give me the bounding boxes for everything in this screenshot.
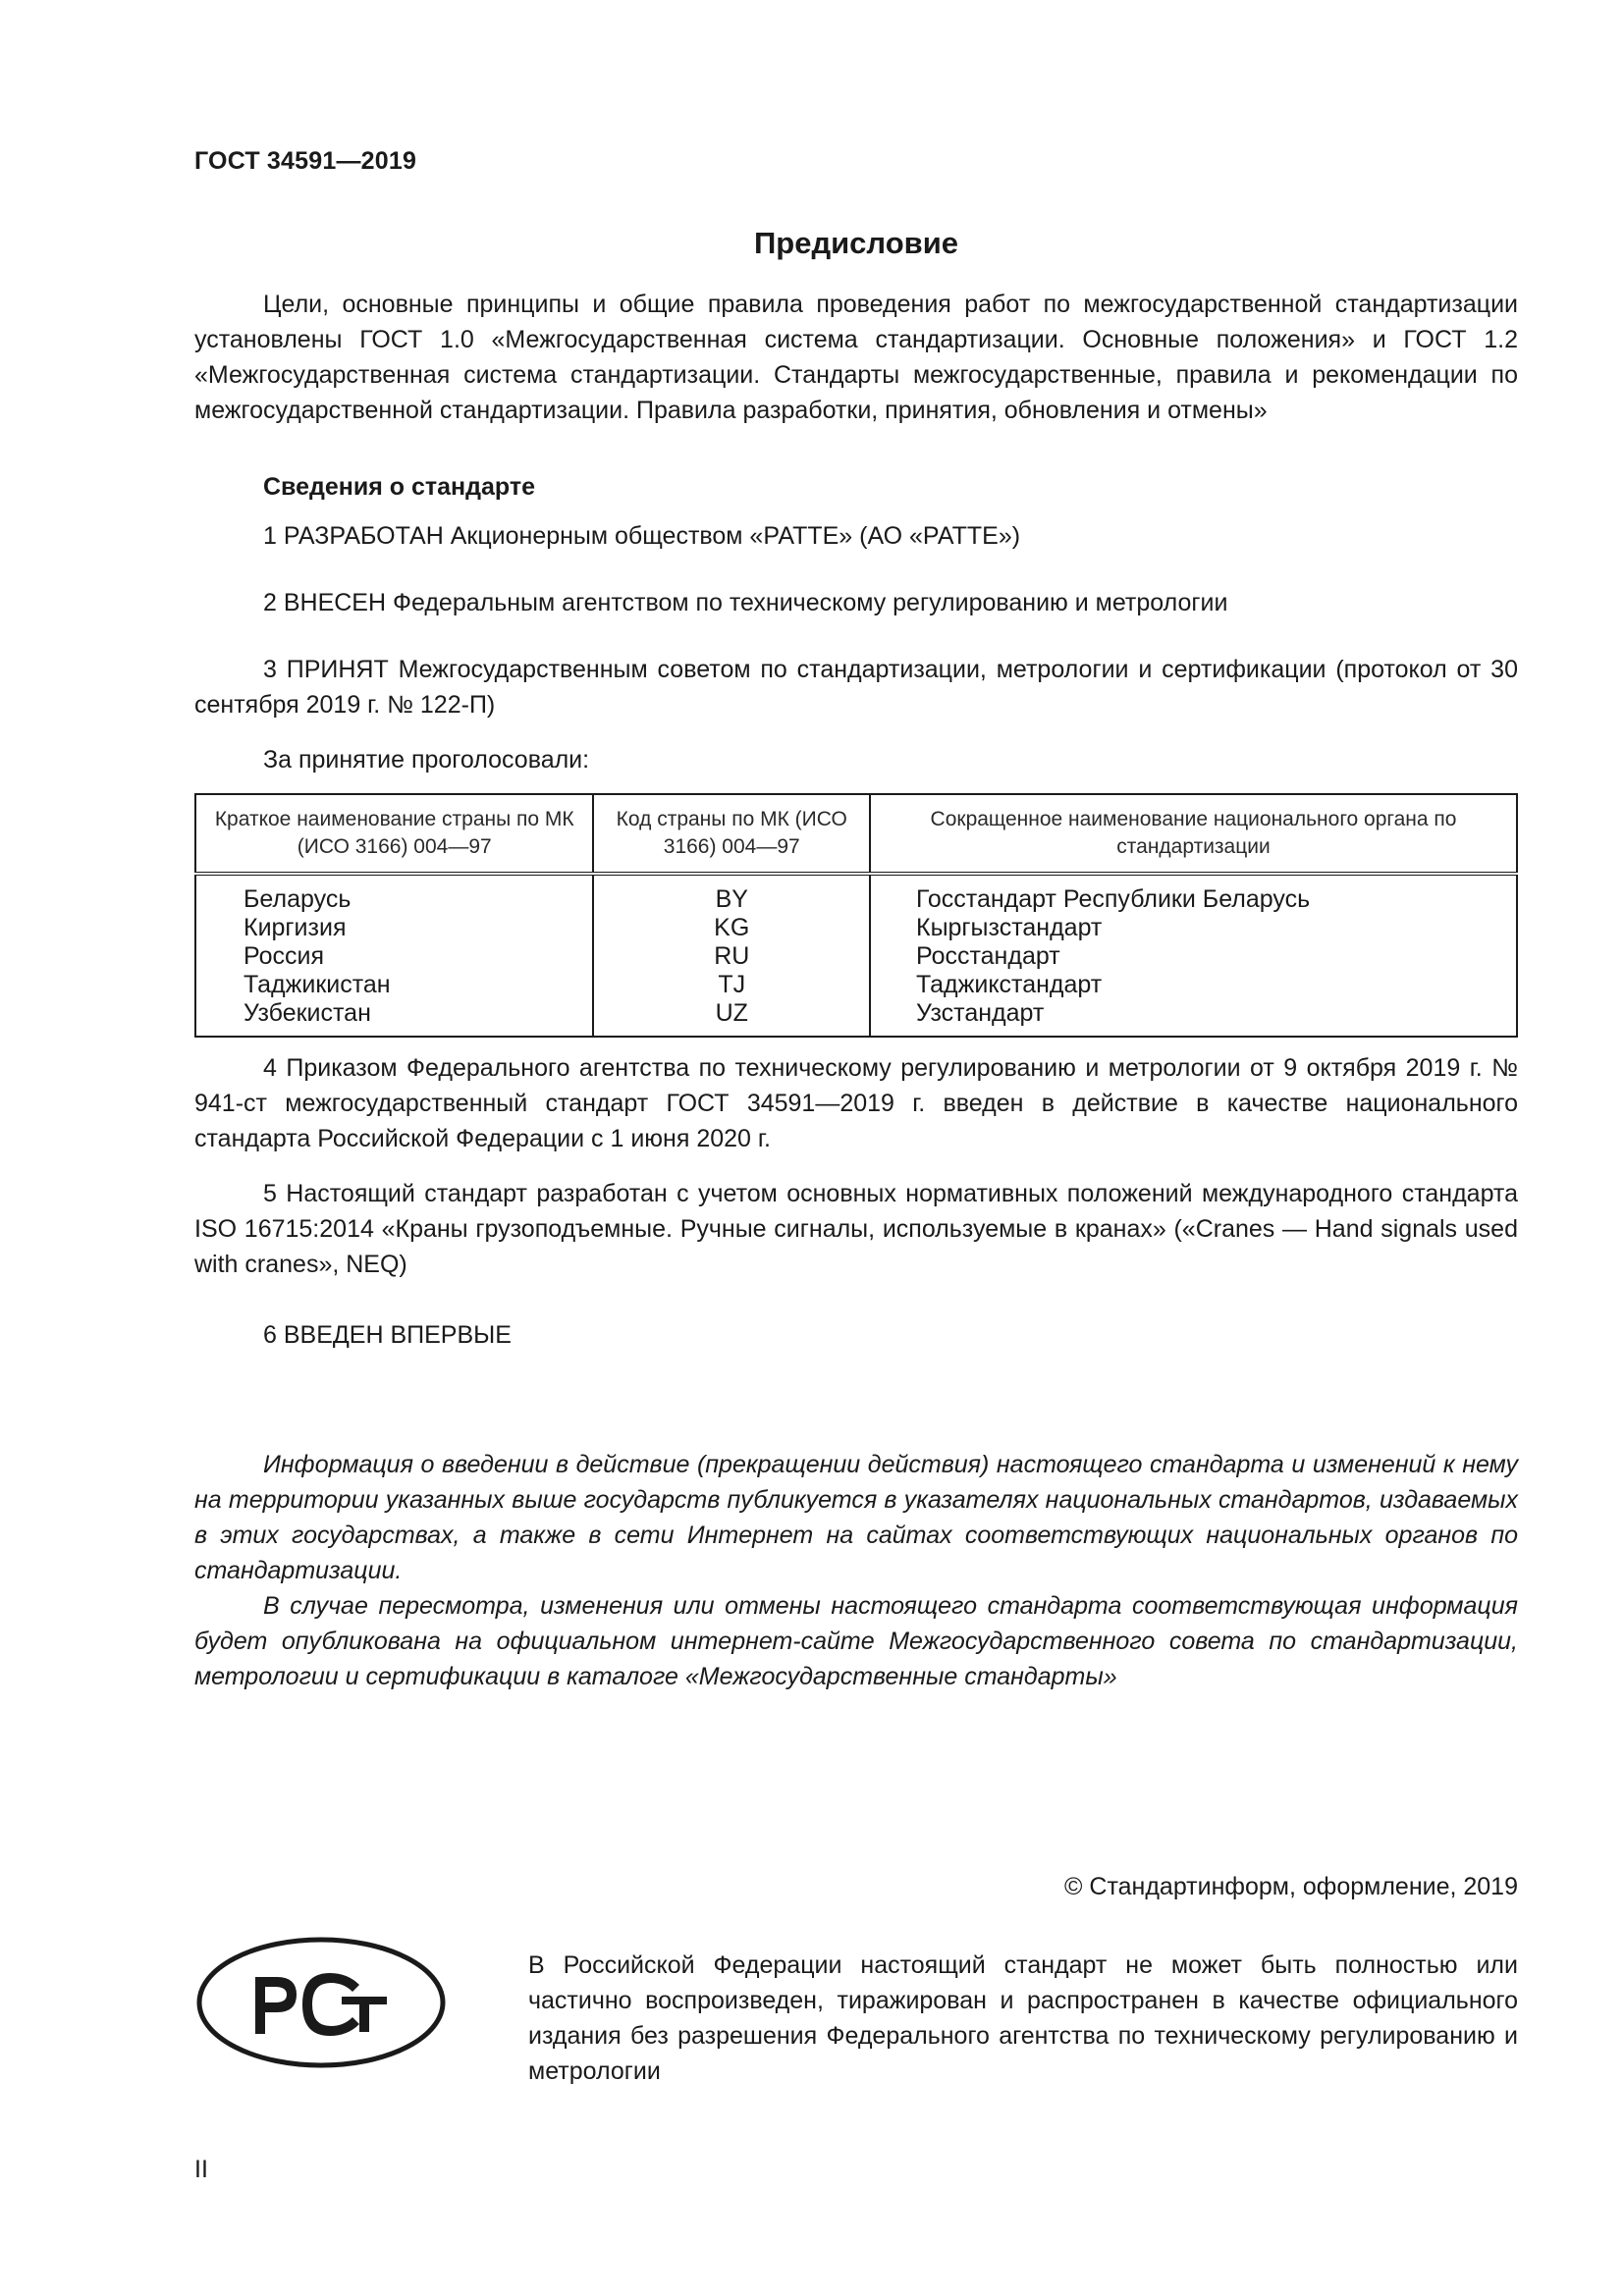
country-name: Беларусь bbox=[244, 885, 352, 913]
country-code: UZ bbox=[593, 999, 870, 1037]
item-6: 6 ВВЕДЕН ВПЕРВЫЕ bbox=[263, 1321, 512, 1349]
table-row bbox=[195, 942, 1517, 971]
item-1: 1 РАЗРАБОТАН Акционерным обществом «РАТТЕ» (АО «РАТТЕ») bbox=[263, 522, 1021, 550]
item-4: 4 Приказом Федерального агентства по техническому регулированию и метрологии от 9 октября 2019 г. № 941-ст межгосударственный стандарт ГОСТ 34591—2019 г. введен в действие в качестве национального стандарта Российской Федерации с 1 июня 2020 г. bbox=[194, 1054, 1518, 1152]
table-header-code: Код страны по МК (ИСО 3166) 004—97 bbox=[593, 794, 870, 874]
intro-paragraph: Цели, основные принципы и общие правила проведения работ по межгосударственной стандартизации установлены ГОСТ 1.0 «Межгосударственная система стандартизации. Основные положения» и ГОСТ 1.2 «Межгосударственная система стандартизации. Стандарты межгосударственные, правила и рекомендации по межгосударственной стандартизации. Правила разработки, принятия, обновления и отмены» bbox=[194, 291, 1518, 424]
document-id: ГОСТ 34591—2019 bbox=[194, 147, 417, 175]
info-paragraph-1: Информация о введении в действие (прекращении действия) настоящего стандарта и изменений к нему на территории указанных выше государств публикуется в указателях национальных стандартов, издаваемых в этих государствах, а также в сети Интернет на сайтах соответствующих национальных органов по стандартизации. bbox=[194, 1451, 1518, 1584]
table-row bbox=[195, 914, 1517, 942]
country-name: Узбекистан bbox=[244, 999, 371, 1027]
table-row bbox=[195, 874, 1517, 914]
item-5: 5 Настоящий стандарт разработан с учетом основных нормативных положений международного стандарта ISO 16715:2014 «Краны грузоподъемные. Ручные сигналы, используемые в кранах» («Cranes — Hand signals used with cranes», NEQ) bbox=[194, 1180, 1518, 1278]
table-row bbox=[195, 971, 1517, 999]
table-row bbox=[195, 999, 1517, 1037]
section-heading: Сведения о стандарте bbox=[263, 473, 536, 501]
voting-table bbox=[194, 793, 1518, 1038]
country-code: KG bbox=[593, 914, 870, 942]
standards-organ: Кыргызстандарт bbox=[870, 914, 1517, 942]
info-paragraph-2: В случае пересмотра, изменения или отмены настоящего стандарта соответствующая информация будет опубликована на официальном интернет-сайте Межгосударственного совета по стандартизации, метрологии и сертификации в каталоге «Межгосударственные стандарты» bbox=[194, 1592, 1518, 1690]
copyright-notice: В Российской Федерации настоящий стандарт не может быть полностью или частично воспроизведен, тиражирован и распространен в качестве официального издания без разрешения Федерального агентства по техническому регулированию и метрологии bbox=[528, 1951, 1518, 2085]
vote-intro: За принятие проголосовали: bbox=[263, 746, 590, 774]
country-name: Россия bbox=[244, 942, 324, 970]
rst-mark-icon bbox=[194, 1934, 448, 2076]
page-number: II bbox=[194, 2156, 208, 2183]
page-title: Предисловие bbox=[753, 226, 958, 260]
standards-organ: Узстандарт bbox=[870, 999, 1517, 1037]
item-3: 3 ПРИНЯТ Межгосударственным советом по стандартизации, метрологии и сертификации (протокол от 30 сентября 2019 г. № 122-П) bbox=[194, 656, 1518, 719]
standards-organ: Росстандарт bbox=[870, 942, 1517, 971]
country-code: TJ bbox=[593, 971, 870, 999]
table-header-row bbox=[195, 794, 1517, 874]
country-code: BY bbox=[593, 874, 870, 914]
standards-organ: Госстандарт Республики Беларусь bbox=[870, 874, 1517, 914]
country-name: Таджикистан bbox=[244, 971, 391, 998]
country-name: Киргизия bbox=[244, 914, 347, 941]
table-header-country: Краткое наименование страны по МК (ИСО 3166) 004—97 bbox=[195, 794, 593, 874]
item-2: 2 ВНЕСЕН Федеральным агентством по техническому регулированию и метрологии bbox=[263, 589, 1228, 616]
country-code: RU bbox=[593, 942, 870, 971]
copyright-line: © Стандартинформ, оформление, 2019 bbox=[1064, 1873, 1518, 1900]
table-header-organ: Сокращенное наименование национального органа по стандартизации bbox=[870, 794, 1517, 874]
standards-organ: Таджикстандарт bbox=[870, 971, 1517, 999]
